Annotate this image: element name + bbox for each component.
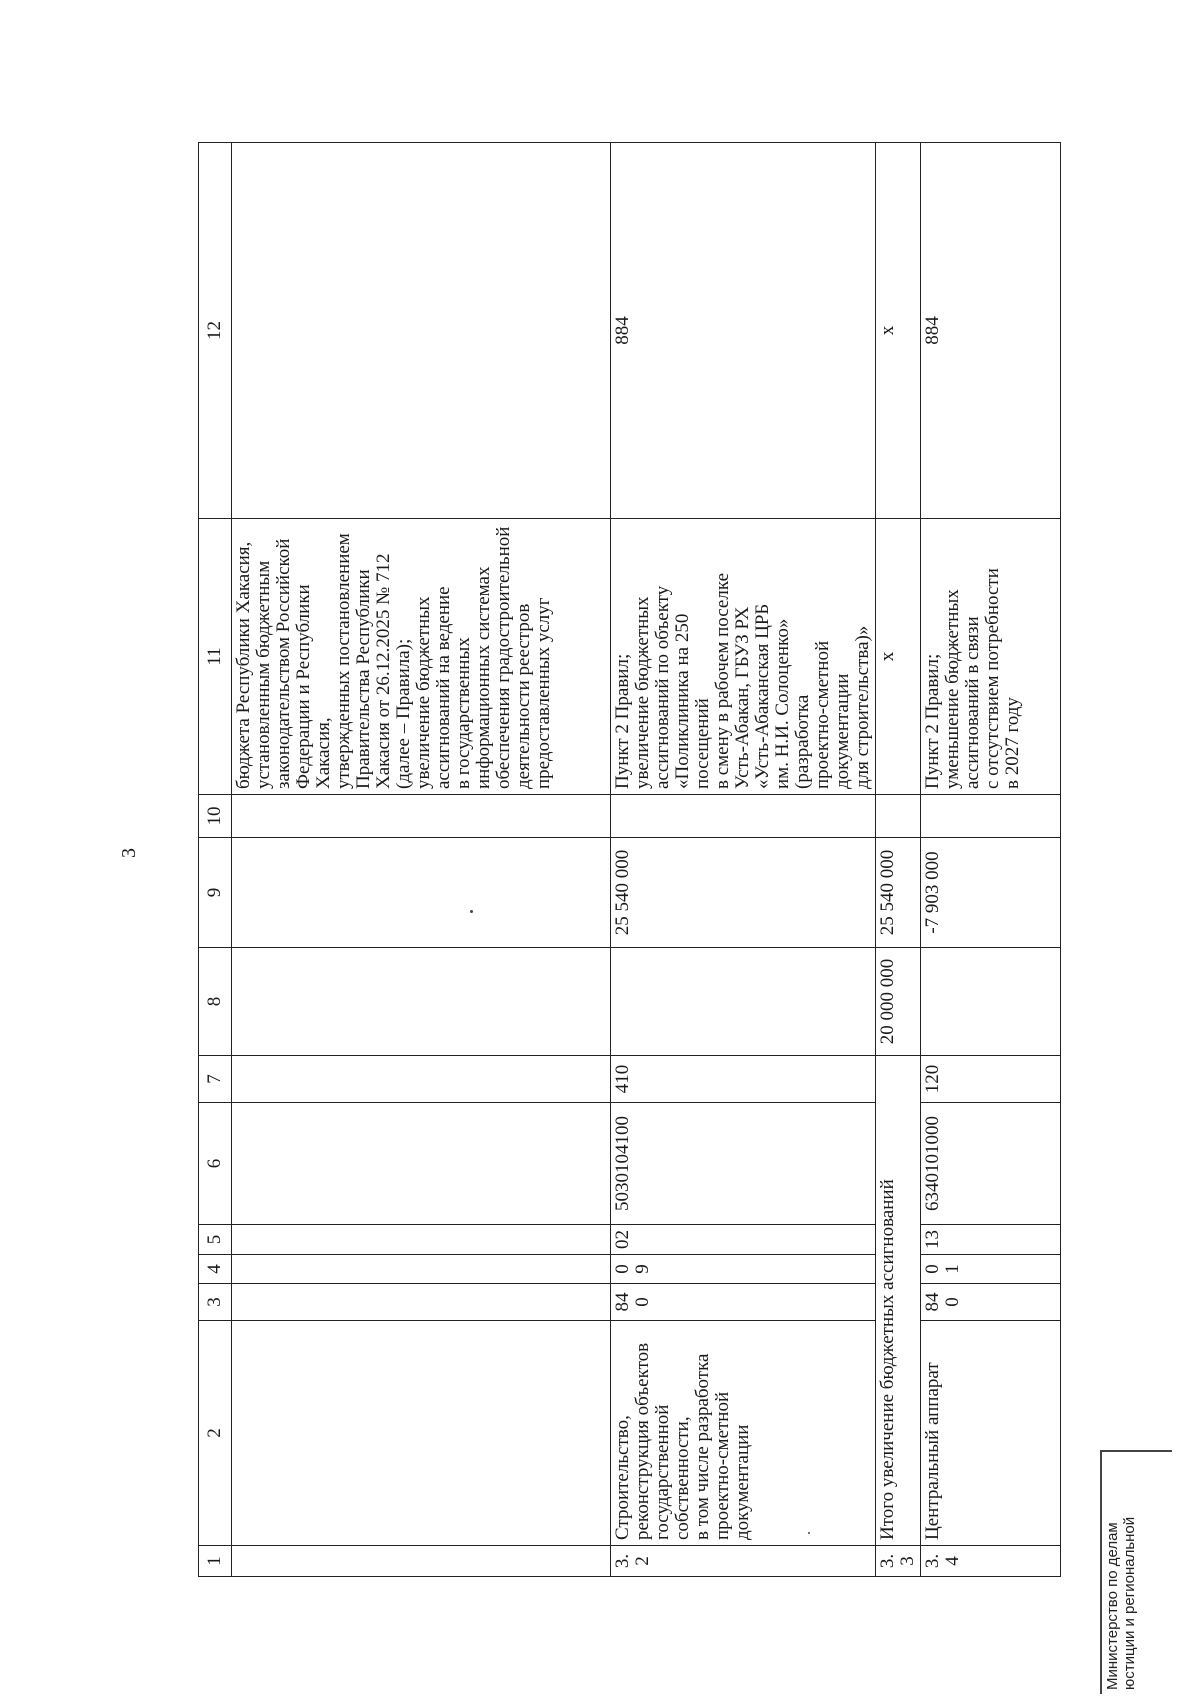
amount-cell: 20 000 000 — [876, 948, 921, 1056]
code-cell: 09 — [611, 1255, 876, 1284]
table-cell — [232, 795, 611, 838]
code-cell: 884 — [611, 143, 876, 519]
row-number: 3.2 — [611, 1546, 876, 1577]
page-number: 3 — [118, 848, 140, 858]
header-cell: 2 — [199, 1321, 232, 1546]
table-cell — [232, 1056, 611, 1103]
table-cell — [232, 1255, 611, 1284]
code-cell: 120 — [921, 1056, 1061, 1103]
rationale-cell: бюджета Республики Хакасия, установленным бюджетным законодательством Российской Федерации и Республики Хакасия, утвержденных постановлением Правительства Республики Хакасия от 26.12.2025 № 712 (далее – Правила); увеличение бюджетных ассигнований на ведение в государственных информационных системах обеспечения градостроительной деятельности реестров предоставленных услуг — [232, 519, 611, 795]
table-cell — [232, 1103, 611, 1225]
table-row — [232, 143, 611, 1577]
scan-speck — [470, 910, 473, 913]
ministry-stamp-text — [1104, 1517, 1138, 1690]
table-cell — [232, 1284, 611, 1321]
table-cell — [232, 1546, 611, 1577]
amount-cell: 25 540 000 — [876, 838, 921, 948]
table-cell — [232, 1321, 611, 1546]
header-cell: 11 — [199, 519, 232, 795]
table-header-row — [199, 143, 232, 1577]
header-cell: 4 — [199, 1255, 232, 1284]
rotated-table-wrapper — [198, 143, 1083, 1577]
scan-speck — [808, 1532, 810, 1534]
row-number: 3.3 — [876, 1546, 921, 1577]
amount-cell: 25 540 000 — [611, 838, 876, 948]
table-cell — [232, 143, 611, 519]
amount-cell — [611, 948, 876, 1056]
header-cell: 3 — [199, 1284, 232, 1321]
table-cell — [921, 795, 1061, 838]
amount-cell — [921, 948, 1061, 1056]
total-row — [876, 143, 921, 1577]
header-cell: 5 — [199, 1225, 232, 1255]
header-cell: 10 — [199, 795, 232, 838]
header-cell: 6 — [199, 1103, 232, 1225]
table-cell — [611, 795, 876, 838]
table-cell — [232, 1225, 611, 1255]
amount-cell: -7 903 000 — [921, 838, 1061, 948]
header-cell: 12 — [199, 143, 232, 519]
header-cell: 1 — [199, 1546, 232, 1577]
rationale-cell: Пункт 2 Правил; увеличение бюджетных ассигнований по объекту «Поликлиника на 250 посещений в смену в рабочем поселке Усть-Абакан, ГБУЗ РХ «Усть-Абаканская ЦРБ им. Н.И. Солоценко» (разработка проектно-сметной документации для строительства)» — [611, 519, 876, 795]
code-cell: 13 — [921, 1225, 1061, 1255]
stamp-line: юстиции и региональной — [1121, 1516, 1138, 1690]
code-cell: 01 — [921, 1255, 1061, 1284]
header-cell: 9 — [199, 838, 232, 948]
total-label: Итого увеличение бюджетных ассигнований — [876, 1056, 921, 1546]
table-row — [921, 143, 1061, 1577]
table-cell: х — [876, 143, 921, 519]
header-cell: 7 — [199, 1056, 232, 1103]
table-row — [611, 143, 876, 1577]
code-cell: 840 — [921, 1284, 1061, 1321]
code-cell: 884 — [921, 143, 1061, 519]
header-cell: 8 — [199, 948, 232, 1056]
code-cell: 5030104100 — [611, 1103, 876, 1225]
expense-name: Строительство, реконструкция объектов государственной собственности, в том числе разработка проектно-сметной документации — [611, 1321, 876, 1546]
table-cell — [232, 838, 611, 948]
stamp-line: Министерство по делам — [1104, 1522, 1121, 1690]
code-cell: 410 — [611, 1056, 876, 1103]
budget-table — [198, 142, 1061, 1577]
table-cell: х — [876, 519, 921, 795]
row-number: 3.4 — [921, 1546, 1061, 1577]
table-cell — [876, 795, 921, 838]
code-cell: 6340101000 — [921, 1103, 1061, 1225]
code-cell: 02 — [611, 1225, 876, 1255]
expense-name: Центральный аппарат — [921, 1321, 1061, 1546]
rationale-cell: Пункт 2 Правил; уменьшение бюджетных ассигнований в связи с отсутствием потребности в 2027 году — [921, 519, 1061, 795]
code-cell: 840 — [611, 1284, 876, 1321]
table-cell — [232, 948, 611, 1056]
